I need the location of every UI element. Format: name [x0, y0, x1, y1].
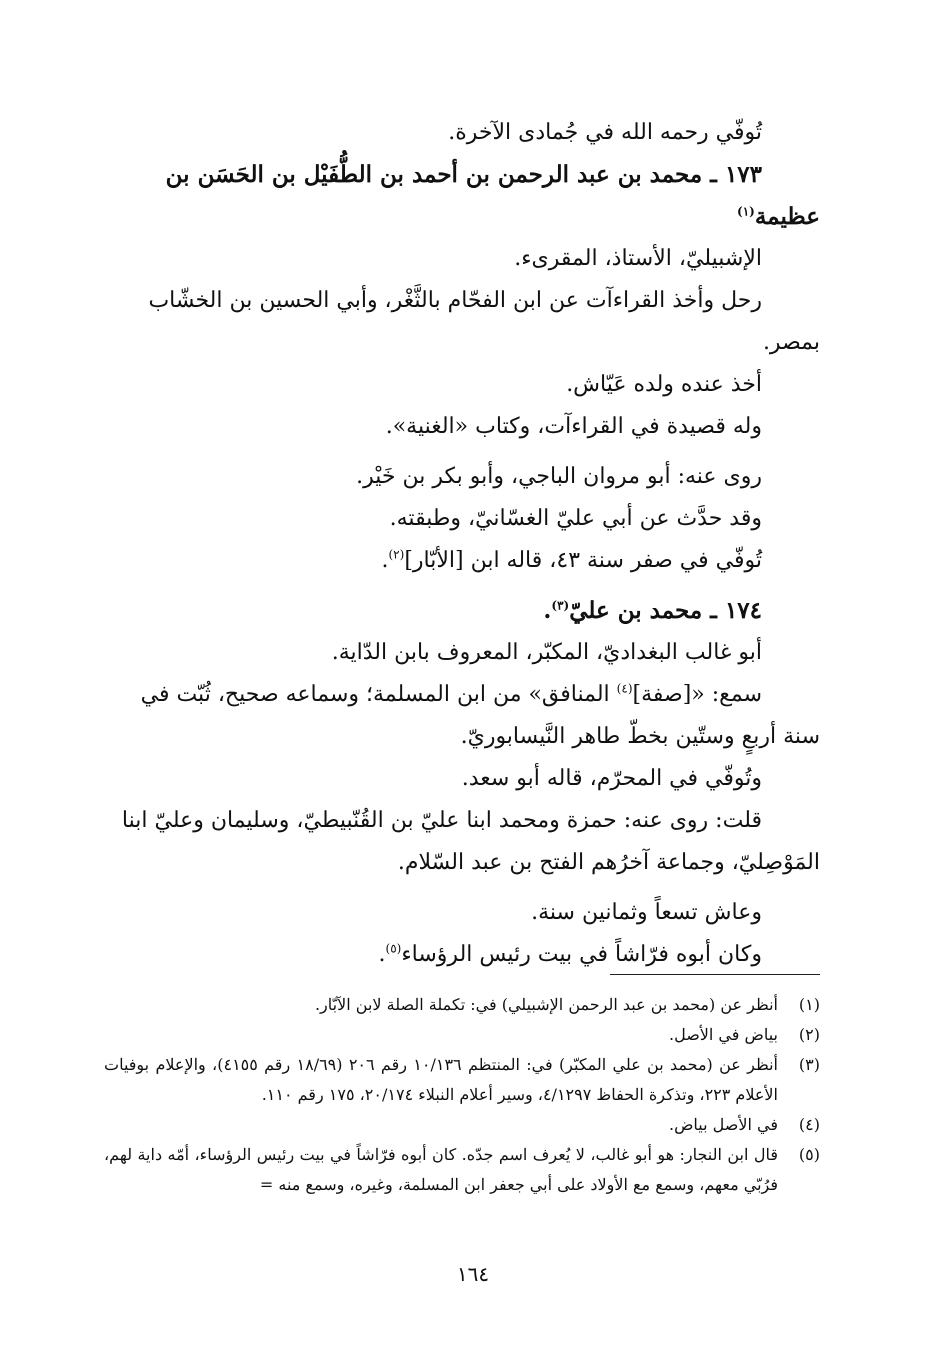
footnote-text: بياض في الأصل.	[668, 1025, 778, 1044]
text-line	[104, 800, 820, 842]
footnote-ref: (٢)	[388, 547, 405, 562]
text-line-content: تُوفّي في صفر سنة ٤٣، قاله ابن [الأبّار]	[404, 548, 762, 573]
footnote	[104, 1110, 820, 1140]
entry-heading-173-continued	[104, 196, 820, 238]
text-line	[104, 892, 820, 934]
footnote-text: أنظر عن (محمد بن عبد الرحمن الإشبيلي) في: تكملة الصلة لابن الآبّار.	[314, 995, 778, 1014]
text-line	[104, 456, 820, 498]
footnote	[104, 990, 820, 1020]
text-line-content: وعاش تسعاً وثمانين سنة.	[531, 900, 762, 925]
text-line-content: وله قصيدة في القراءآت، وكتاب «الغنية».	[385, 414, 762, 439]
footnote-ref: (٥)	[385, 941, 402, 956]
text-line	[104, 758, 820, 800]
footnote	[104, 1140, 820, 1200]
text-line-content: أبو غالب البغداديّ، المكبّر، المعروف بابن الدّاية.	[331, 640, 762, 665]
paragraph-gap	[104, 582, 820, 590]
text-line-content: وقد حدَّث عن أبي عليّ الغسّانيّ، وطبقته.	[389, 506, 762, 531]
text-line-content: الإشبيليّ، الأستاذ، المقرىء.	[514, 246, 762, 271]
text-line	[104, 540, 820, 582]
period: .	[543, 597, 552, 624]
entry-heading-173	[104, 154, 820, 196]
text-line	[104, 112, 820, 154]
period: .	[378, 942, 386, 967]
footnote-ref: (٤)	[616, 681, 633, 696]
text-line-content: تُوفّي رحمه الله في جُمادى الآخرة.	[448, 120, 762, 145]
footnote-text: أنظر عن (محمد بن علي المكبّر) في: المنتظم ١٠/١٣٦ رقم ٢٠٦ (١٨/٦٩ رقم ٤١٥٥)، والإعلام بوفيات الأعلام ٢٢٣، وتذكرة الحفاظ ٤/١٢٩٧، وسير أعلام النبلاء ٢٠/١٧٤، ١٧٥ رقم ١١٠.	[104, 1055, 778, 1104]
text-line	[104, 406, 820, 448]
footnote-ref: (٣)	[551, 598, 570, 613]
footnote	[104, 1050, 820, 1110]
footnote-number: (٢)	[798, 1025, 820, 1044]
text-line	[104, 238, 820, 280]
footnote	[104, 1020, 820, 1050]
text-line	[104, 498, 820, 540]
text-line-content: قلت: روى عنه: حمزة ومحمد ابنا عليّ بن القُنّبيطيّ، وسليمان وعليّ ابنا	[121, 808, 762, 833]
main-text	[104, 112, 820, 976]
entry-heading-text: ١٧٤ ـ محمد بن عليّ	[569, 597, 762, 624]
text-line	[104, 716, 820, 758]
text-line	[104, 674, 820, 716]
text-line-content: سنة أربعٍ وستّين بخطّ طاهر النَّيسابوريّ.	[460, 724, 820, 749]
text-line-content: بمصر.	[762, 330, 820, 355]
footnote-ref: (١)	[737, 204, 755, 219]
text-line	[104, 842, 820, 884]
text-line	[104, 934, 820, 976]
text-line-content: المَوْصِليّ، وجماعة آخرُهم الفتح بن عبد السّلام.	[397, 850, 820, 875]
text-line-content: وتُوفّي في المحرّم، قاله أبو سعد.	[461, 766, 762, 791]
footnote-number: (٥)	[798, 1145, 820, 1164]
entry-heading-text: عظيمة	[754, 203, 820, 230]
text-line-content: سمع: «[صفة]	[632, 682, 762, 707]
paragraph-gap	[104, 448, 820, 456]
text-line	[104, 280, 820, 322]
footnote-text: في الأصل بياض.	[668, 1115, 778, 1134]
footnote-number: (١)	[798, 995, 820, 1014]
text-line-content: وكان أبوه فرّاشاً في بيت رئيس الرؤساء	[401, 942, 762, 967]
text-line-content: رحل وأخذ القراءآت عن ابن الفحّام بالثَّغْر، وأبي الحسين بن الخشّاب	[148, 288, 762, 313]
period: .	[381, 548, 389, 573]
footnote-text: قال ابن النجار: هو أبو غالب، لا يُعرف اسم جدّه. كان أبوه فرّاشاً في بيت رئيس الرؤساء، أمّه داية لهم، فرُبّي معهم، وسمع مع الأولاد على أبي جعفر ابن المسلمة، وغيره، وسمع منه =	[104, 1145, 778, 1194]
footnote-divider	[610, 974, 820, 975]
text-line	[104, 322, 820, 364]
paragraph-gap	[104, 884, 820, 892]
footnote-number: (٣)	[798, 1055, 820, 1074]
text-line	[104, 632, 820, 674]
page-number: ١٦٤	[456, 1262, 490, 1286]
text-line-content: أخذ عنده ولده عَيّاش.	[566, 372, 762, 397]
text-line	[104, 364, 820, 406]
text-line-content: المنافق» من ابن المسلمة؛ وسماعه صحيح، ثُبّت في	[140, 682, 617, 707]
footnotes	[104, 990, 820, 1200]
text-line-content: روى عنه: أبو مروان الباجي، وأبو بكر بن خَيْر.	[356, 464, 762, 489]
entry-heading-174	[104, 590, 820, 632]
footnote-number: (٤)	[798, 1115, 820, 1134]
entry-heading-text: ١٧٣ ـ محمد بن عبد الرحمن بن أحمد بن الطُّفَيْل بن الحَسَن بن	[165, 161, 762, 188]
